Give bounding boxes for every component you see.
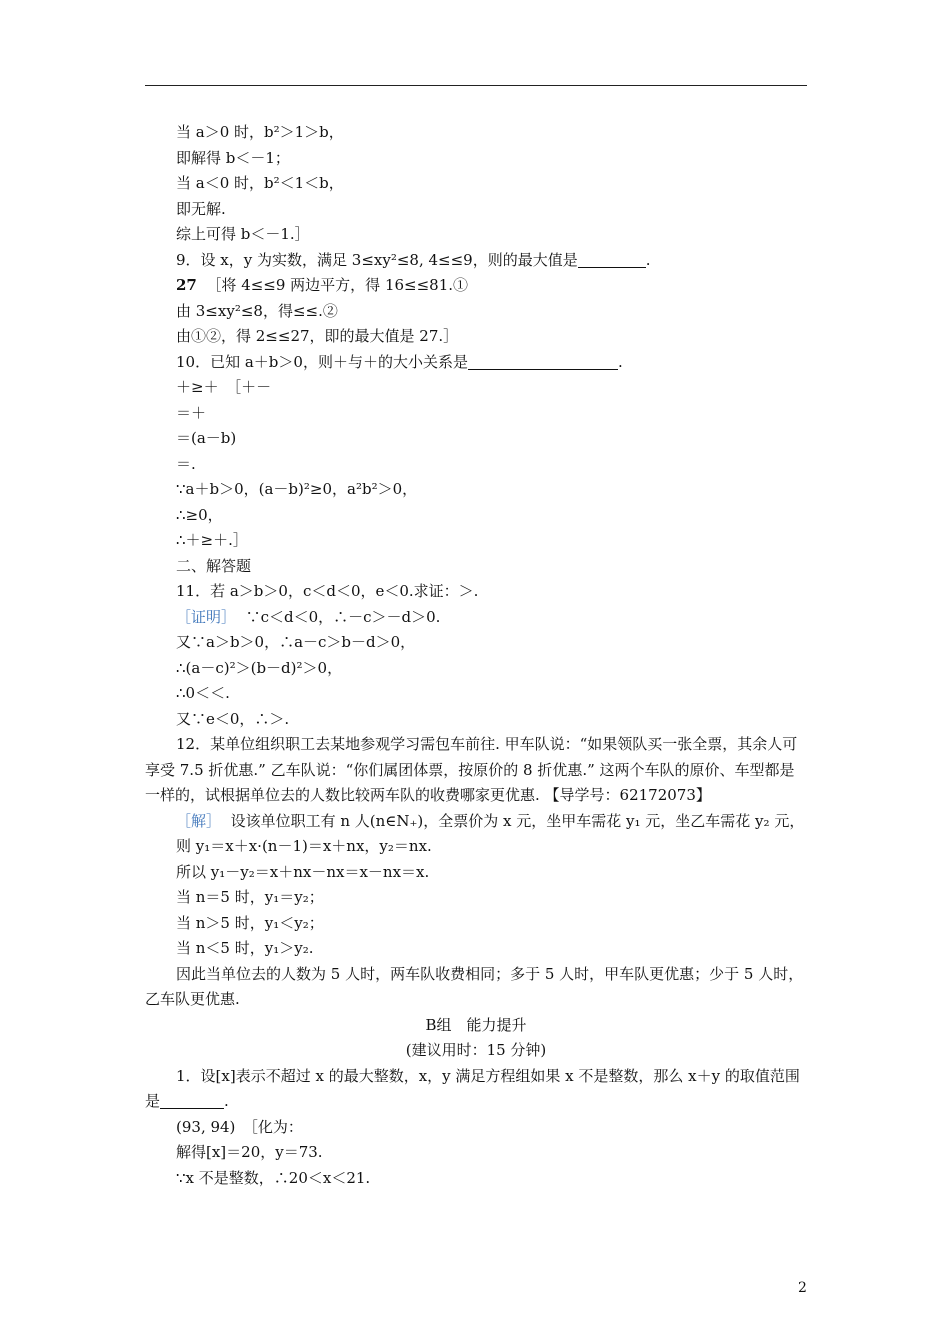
text-line: ∴(a－c)²＞(b－d)²＞0， [176,658,343,677]
page-number: 2 [798,1280,807,1296]
question-9-text: 9．设 x，y 为实数，满足 3≤xy²≤8, 4≤≤9，则的最大值是 [176,250,578,269]
answer-9 [145,273,807,299]
question-9 [145,248,807,274]
solution-line [145,809,807,835]
b-question-1-text: 1．设[x]表示不超过 x 的最大整数，x，y 满足方程组如果 x 不是整数，那么 x＋y 的取值范围是 [145,1066,800,1110]
answer-blank [468,353,618,370]
proof-line [145,605,807,631]
text-line: 由 3≤xy²≤8，得≤≤.② [176,301,338,320]
text-line: ＝(a－b) [176,429,237,447]
text-line: 当 n＞5 时，y₁＜y₂； [176,913,324,932]
text-line: 当 a＞0 时，b²＞1＞b， [176,123,344,141]
question-9-end: . [645,250,651,269]
text-line: ∴0＜＜. [176,684,230,702]
text-line: 又∵e＜0，∴＞. [176,709,290,728]
answer-9-explanation: ［将 4≤≤9 两边平方，得 16≤≤81.① [206,276,469,294]
solution-text: 设该单位职工有 n 人(n∈N₊)，全票价为 x 元，坐甲车需花 y₁ 元，坐乙车需花 y₂ 元， [230,811,805,830]
question-10 [145,350,807,376]
text-line: ＋≥＋ ［＋－ [176,378,272,396]
header-rule [145,85,807,86]
answer-blank [578,251,646,268]
text-line: ＝. [176,454,196,473]
text-line: (93, 94) ［化为： [176,1117,303,1136]
text-line: 由①②，得 2≤≤27，即的最大值是 27.］ [176,327,459,345]
text-line: ∴≥0， [176,505,223,524]
section-heading: 二、解答题 [176,556,252,575]
text-line: ∴＋≥＋.］ [176,531,248,549]
solution-tag: ［解］ [176,811,222,830]
text-line: ∵x 不是整数，∴20＜x＜21. [176,1168,371,1187]
question-10-text: 10．已知 a＋b＞0，则＋与＋的大小关系是 [176,352,468,371]
text-line: 当 a＜0 时，b²＜1＜b， [176,174,344,192]
text-line: 综上可得 b＜－1.］ [176,225,310,243]
question-10-end: . [617,352,623,371]
page-content [145,120,807,1191]
text-line: ∵a＋b＞0，(a－b)²≥0，a²b²＞0， [176,480,418,498]
question-12: 12．某单位组织职工去某地参观学习需包车前往. 甲车队说：“如果领队买一张全票，其余人可享受 7.5 折优惠.” 乙车队说：“你们属团体票，按原价的 8 折优惠.” 这两个车队的原价、车型都是一样的，试根据单位去的人数比较两车队的收费哪家更优惠. 【导学号：62172073】 [145,735,798,804]
b-question-1 [145,1064,807,1115]
proof-tag: ［证明］ [176,607,237,626]
conclusion: 因此当单位去的人数为 5 人时，两车队收费相同；多于 5 人时，甲车队更优惠；少于 5 人时，乙车队更优惠. [145,964,804,1008]
text-line: 即无解. [176,199,226,218]
question-11: 11．若 a＞b＞0，c＜d＜0，e＜0.求证：＞. [176,582,479,600]
text-line: 则 y₁＝x＋x·(n－1)＝x＋nx，y₂＝nx. [176,837,432,855]
group-heading: B组 能力提升 [425,1015,527,1034]
answer-9-value: 27 [176,276,197,294]
answer-blank [160,1092,224,1109]
text-line: 又∵a＞b＞0，∴a－c＞b－d＞0， [176,633,416,651]
text-line: 解得[x]＝20，y＝73. [176,1143,323,1161]
text-line: 所以 y₁－y₂＝x＋nx－nx＝x－nx＝x. [176,862,430,881]
text-line: 当 n＜5 时，y₁＞y₂. [176,939,314,957]
text-line: 即解得 b＜－1； [176,148,290,167]
text-line: ＝＋ [176,403,207,422]
b-question-1-end: . [224,1092,229,1110]
time-suggestion: (建议用时：15 分钟) [405,1041,547,1059]
proof-text: ∵c＜d＜0，∴－c＞－d＞0. [245,607,441,626]
text-line: 当 n＝5 时，y₁＝y₂； [176,888,324,906]
